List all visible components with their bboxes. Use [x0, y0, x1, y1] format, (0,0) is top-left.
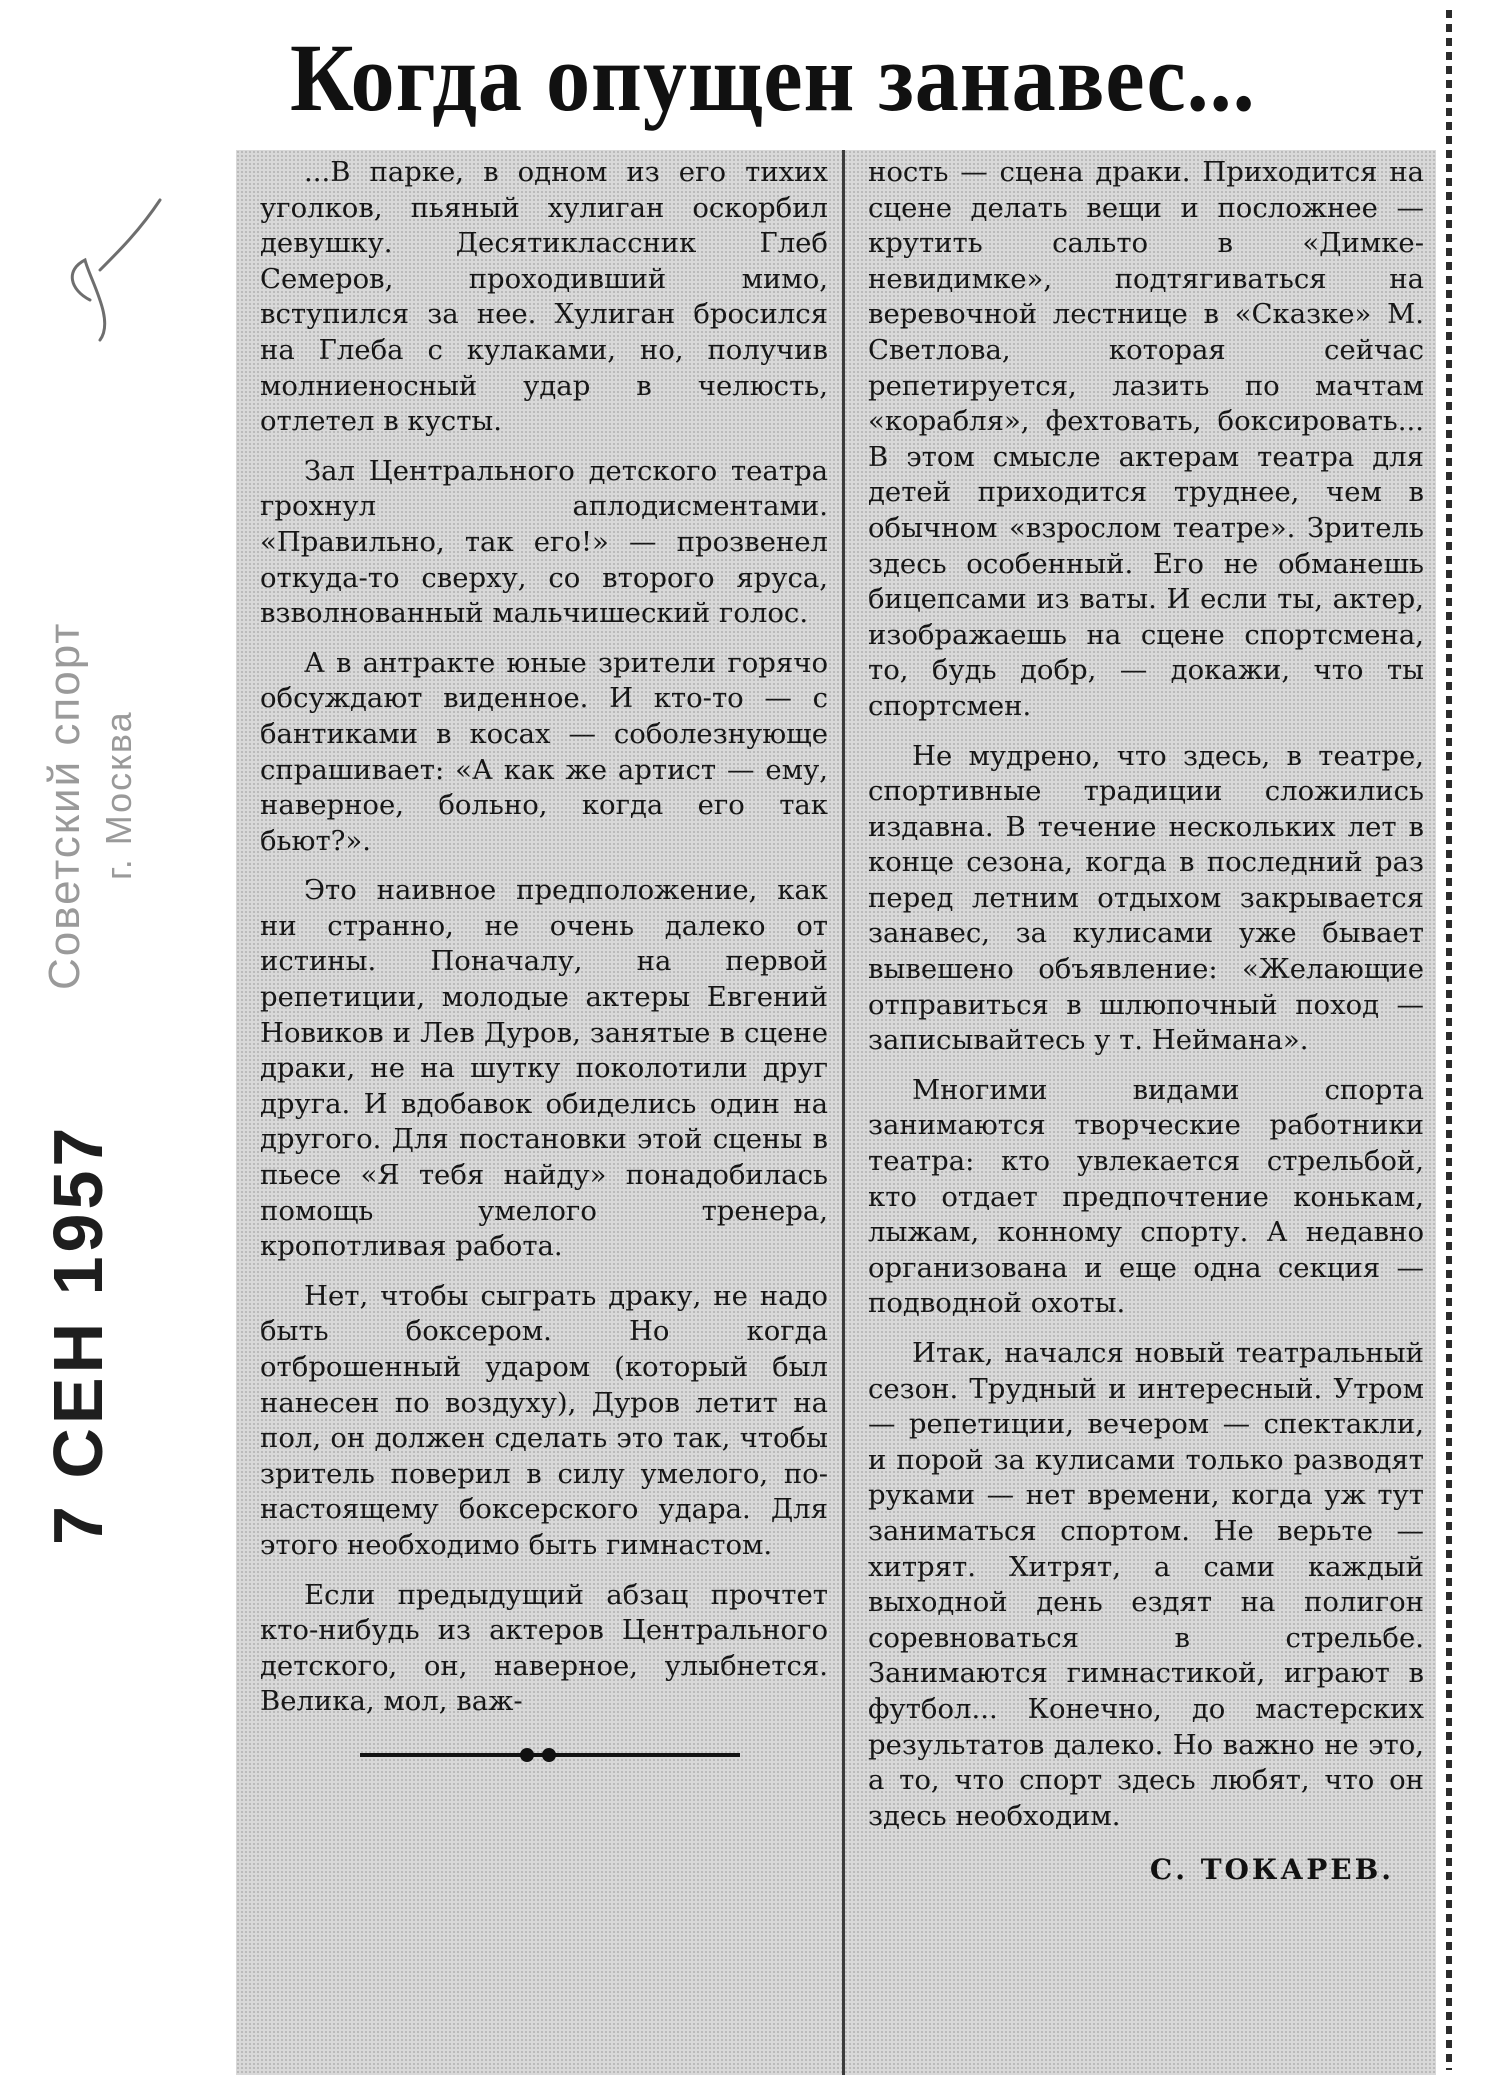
- paragraph: Нет, чтобы сыграть драку, не надо быть боксером. Но когда отброшенный ударом (который был нанесен по воздуху), Дуров летит на пол, он должен сделать это так, чтобы зритель поверил в силу умелого, по-настоящему боксерского удара. Для этого необходимо быть гимнастом.: [260, 1279, 828, 1561]
- column-divider: [842, 150, 845, 2075]
- article-body: [236, 150, 1436, 2075]
- article-column-right: [854, 150, 1436, 2075]
- paragraph: Если предыдущий абзац прочтет кто-нибудь из актеров Центрального детского, он, наверное, улыбнется. Велика, мол, важ-: [260, 1578, 828, 1718]
- article-column-left: [236, 150, 834, 2075]
- ornament-dot: [520, 1748, 534, 1762]
- date-stamp: 7 СЕН 1957: [39, 1123, 117, 1545]
- paragraph: ность — сцена драки. Приходится на сцене делать вещи и посложнее — крутить сальто в «Димке-невидимке», подтягиваться на веревочной лестнице в «Сказке» М. Светлова, которая сейчас репетируется, лазить по мачтам «корабля», фехтовать, боксировать... В этом смысле актерам театра для детей приходится труднее, чем в обычном «взрослом театре». Зритель здесь особенный. Его не обманешь бицепсами из ваты. И если ты, актер, изображаешь на сцене спортсмена, то, будь добр, — докажи, что ты спортсмен.: [868, 156, 1424, 722]
- paragraph: Многими видами спорта занимаются творческие работники театра: кто увлекается стрельбой, кто отдает предпочтение конькам, лыжам, конному спорту. А недавно организована и еще одна секция — подводной охоты.: [868, 1073, 1424, 1320]
- paragraph: Это наивное предположение, как ни странно, не очень далеко от истины. Поначалу, на первой репетиции, молодые актеры Евгений Новиков и Лев Дуров, занятые в сцене драки, не на шутку поколотили друг друга. И вдобавок обиделись один на другого. Для постановки этой сцены в пьесе «Я тебя найду» понадобилась помощь умелого тренера, кропотливая работа.: [260, 874, 828, 1263]
- paragraph: А в антракте юные зрители горячо обсуждают виденное. И кто-то — с бантиками в косах — соболезнующе спрашивает: «А как же артист — ему, наверное, больно, когда его так бьют?».: [260, 646, 828, 857]
- ornament-dot: [542, 1748, 556, 1762]
- end-ornament: [360, 1746, 740, 1762]
- paragraph: Итак, начался новый театральный сезон. Трудный и интересный. Утром — репетиции, вечером — спектакли, и порой за кулисами только разводят руками — нет времени, когда уж тут заниматься спортом. Не верьте — хитрят. Хитрят, а сами каждый выходной день ездят на полигон соревноваться в стрельбе. Занимаются гимнастикой, играют в футбол... Конечно, до мастерских результатов далеко. Но важно не это, а то, что спорт здесь любят, что он здесь необходим.: [868, 1337, 1424, 1832]
- paragraph: Зал Центрального детского театра грохнул аплодисментами. «Правильно, так его!» — прозвенел откуда-то сверху, со второго яруса, взволнованный мальчишеский голос.: [260, 454, 828, 630]
- paragraph: ...В парке, в одном из его тихих уголков, пьяный хулиган оскорбил девушку. Десятиклассник Глеб Семеров, проходивший мимо, вступился за нее. Хулиган бросился на Глеба с кулаками, но, получив молниеносный удар в челюсть, отлетел в кусты.: [260, 156, 828, 438]
- city-stamp: г. Москва: [98, 710, 139, 880]
- perforated-edge: [1446, 10, 1452, 2070]
- author-signature: С. ТОКАРЕВ.: [1149, 1853, 1394, 1887]
- article-headline: Когда опущен занавес...: [290, 24, 1256, 131]
- pencil-mark-icon: [60, 190, 170, 350]
- paragraph: Не мудрено, что здесь, в театре, спортивные традиции сложились издавна. В течение нескольких лет в конце сезона, когда в последний раз перед летним отдыхом закрывается занавес, за кулисами уже бывает вывешено объявление: «Желающие отправиться в шлюпочный поход — записывайтесь у т. Неймана».: [868, 739, 1424, 1057]
- newspaper-name-stamp: Советский спорт: [40, 621, 89, 990]
